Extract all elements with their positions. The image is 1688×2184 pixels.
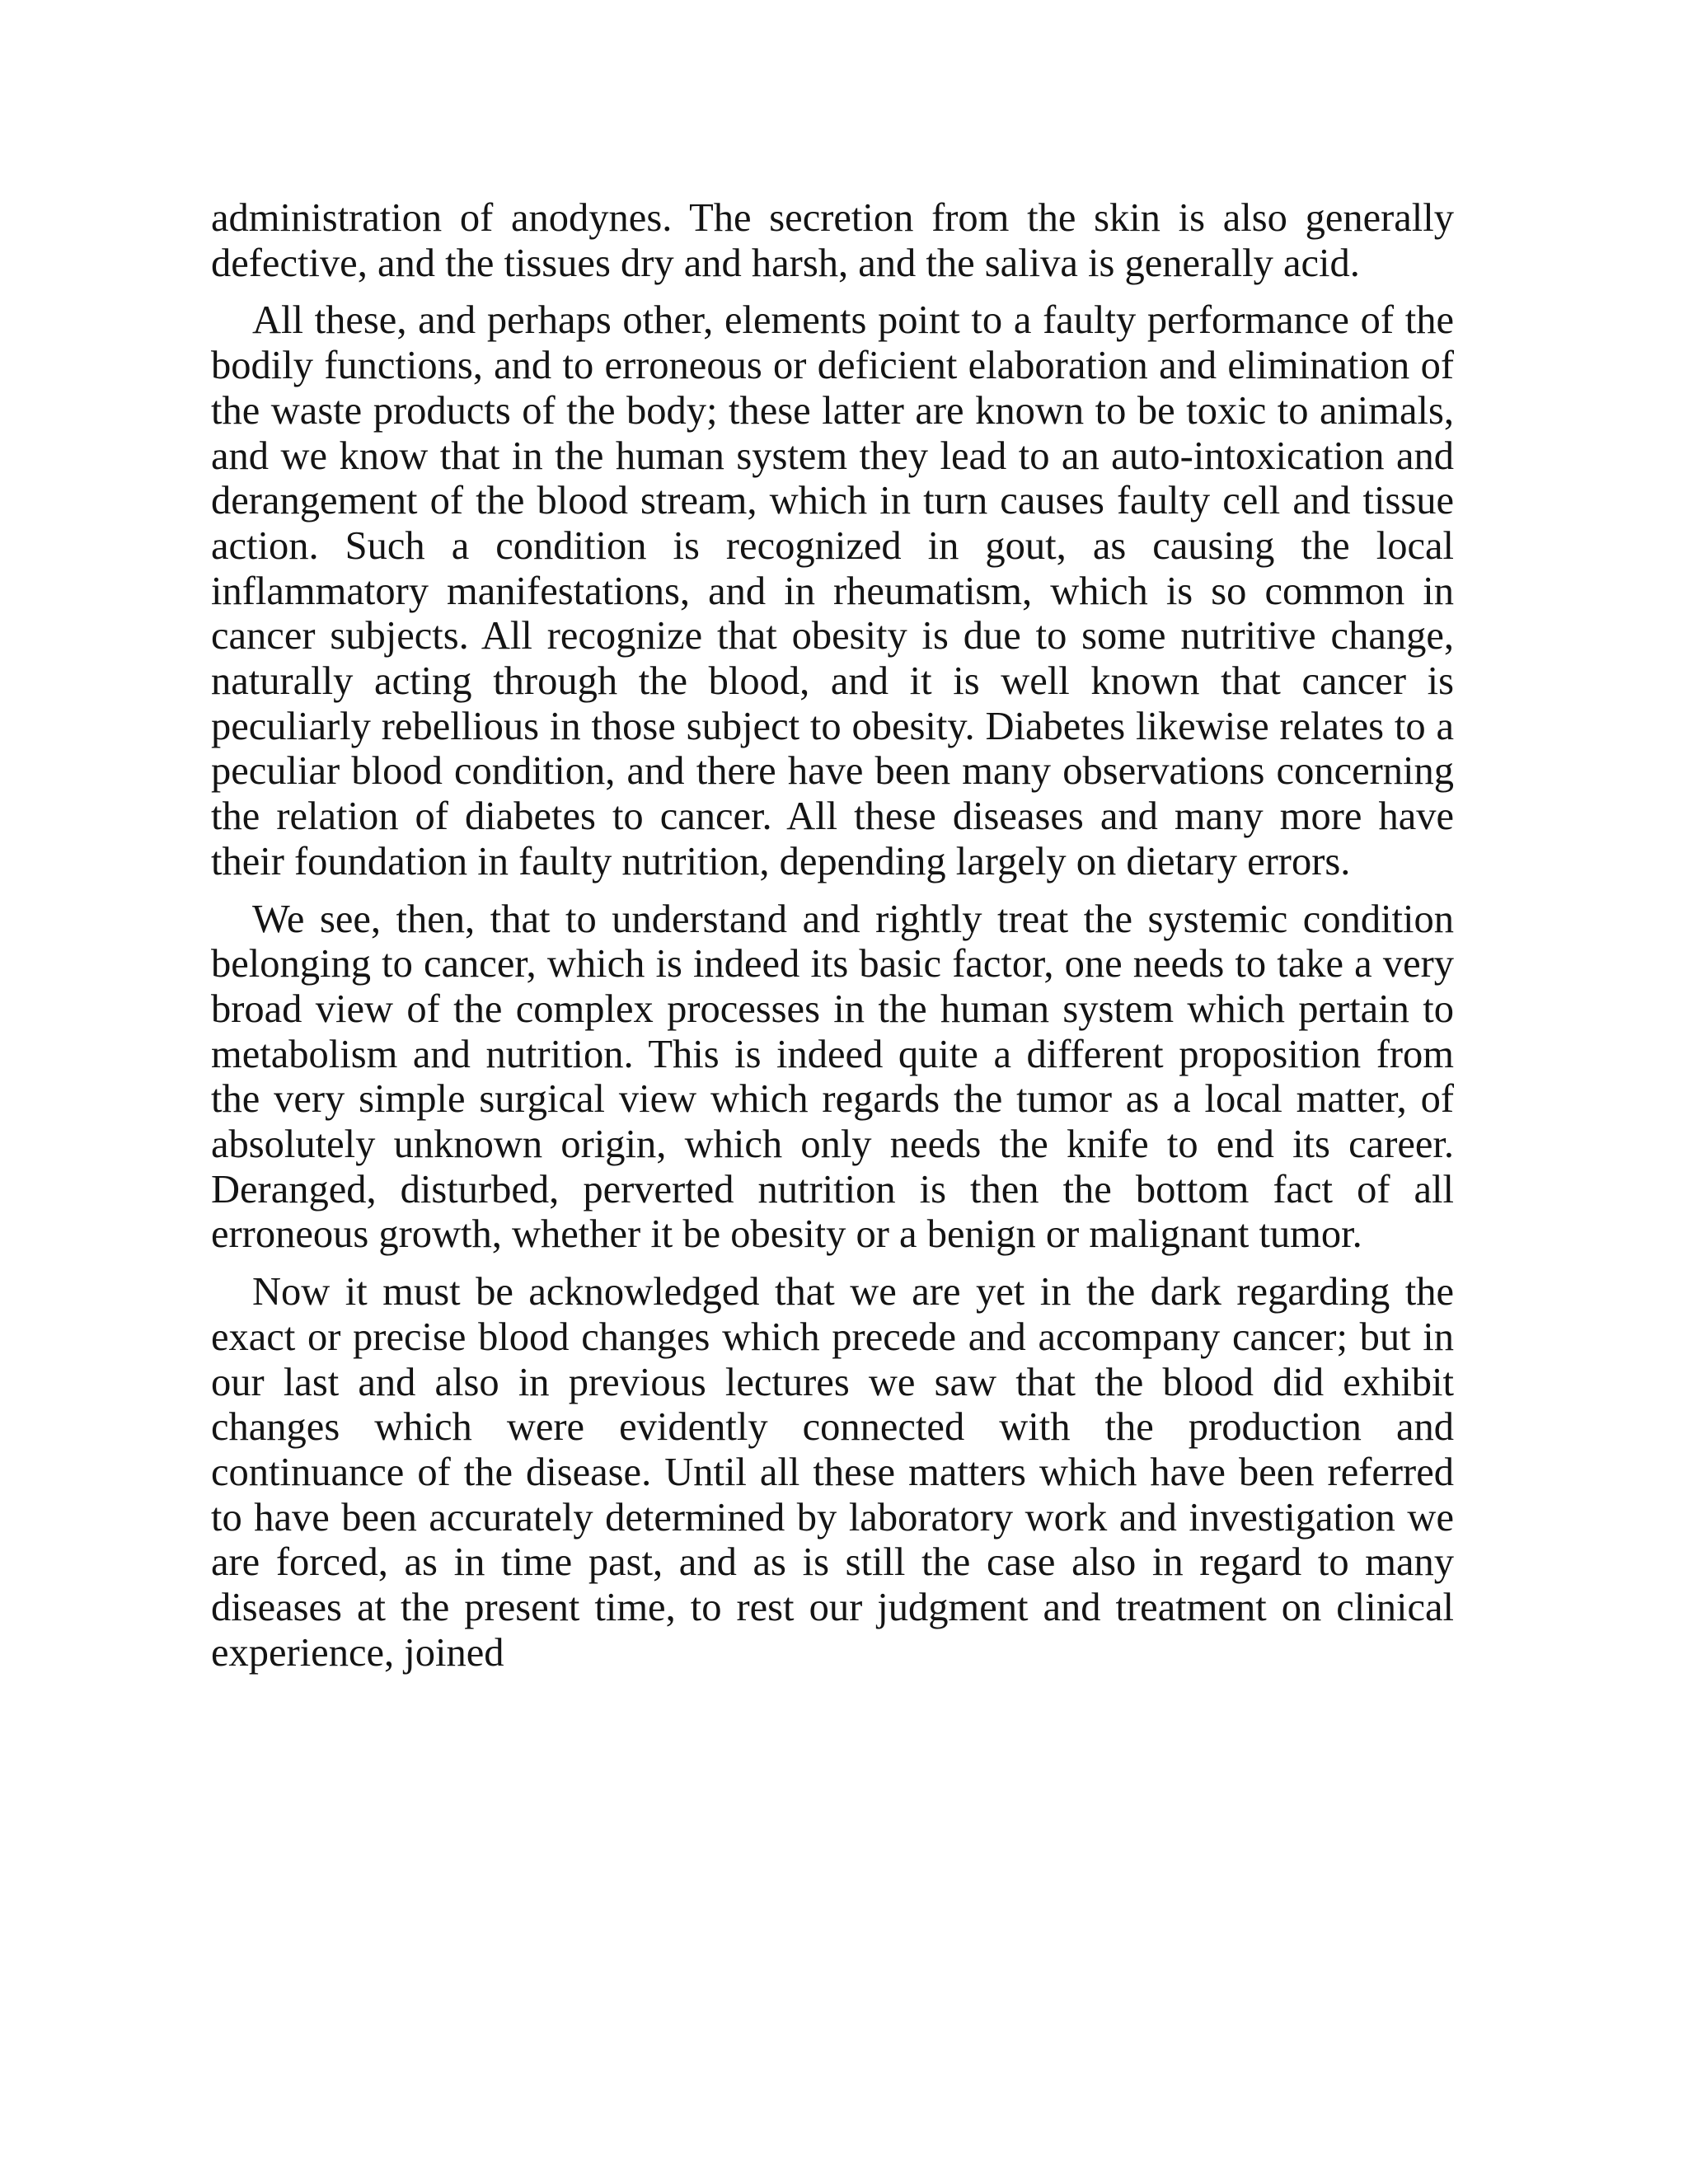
body-text <box>211 196 1454 1689</box>
paragraph: We see, then, that to understand and rightly treat the systemic condition belonging to cancer, which is indeed its basic factor, one needs to take a very broad view of the complex processes in the human system which pertain to metabolism and nutrition. This is indeed quite a different proposition from the very simple surgical view which regards the tumor as a local matter, of absolutely unknown origin, which only needs the knife to end its career. Deranged, disturbed, perverted nutrition is then the bottom fact of all erroneous growth, whether it be obesity or a benign or malignant tumor. <box>211 897 1454 1257</box>
paragraph: Now it must be acknowledged that we are yet in the dark regarding the exact or precise blood changes which precede and accompany cancer; but in our last and also in previous lectures we saw that the blood did exhibit changes which were evidently connected with the production and continuance of the disease. Until all these matters which have been referred to have been accurately determined by laboratory work and investigation we are forced, as in time past, and as is still the case also in regard to many diseases at the present time, to rest our judgment and treatment on clinical experience, joined <box>211 1270 1454 1675</box>
paragraph: All these, and perhaps other, elements point to a faulty performance of the bodily functions, and to erroneous or deficient elaboration and elimination of the waste products of the body; these latter are known to be toxic to animals, and we know that in the human system they lead to an auto-intoxication and derangement of the blood stream, which in turn causes faulty cell and tissue action. Such a condition is recognized in gout, as causing the local inflammatory manifestations, and in rheumatism, which is so common in cancer subjects. All recognize that obesity is due to some nutritive change, naturally acting through the blood, and it is well known that cancer is peculiarly rebellious in those subject to obesity. Diabetes likewise relates to a peculiar blood condition, and there have been many observations concerning the relation of diabetes to cancer. All these diseases and many more have their foundation in faulty nutrition, depending largely on dietary errors. <box>211 298 1454 883</box>
paragraph: administration of anodynes. The secretion from the skin is also generally defective, and the tissues dry and harsh, and the saliva is generally acid. <box>211 196 1454 285</box>
